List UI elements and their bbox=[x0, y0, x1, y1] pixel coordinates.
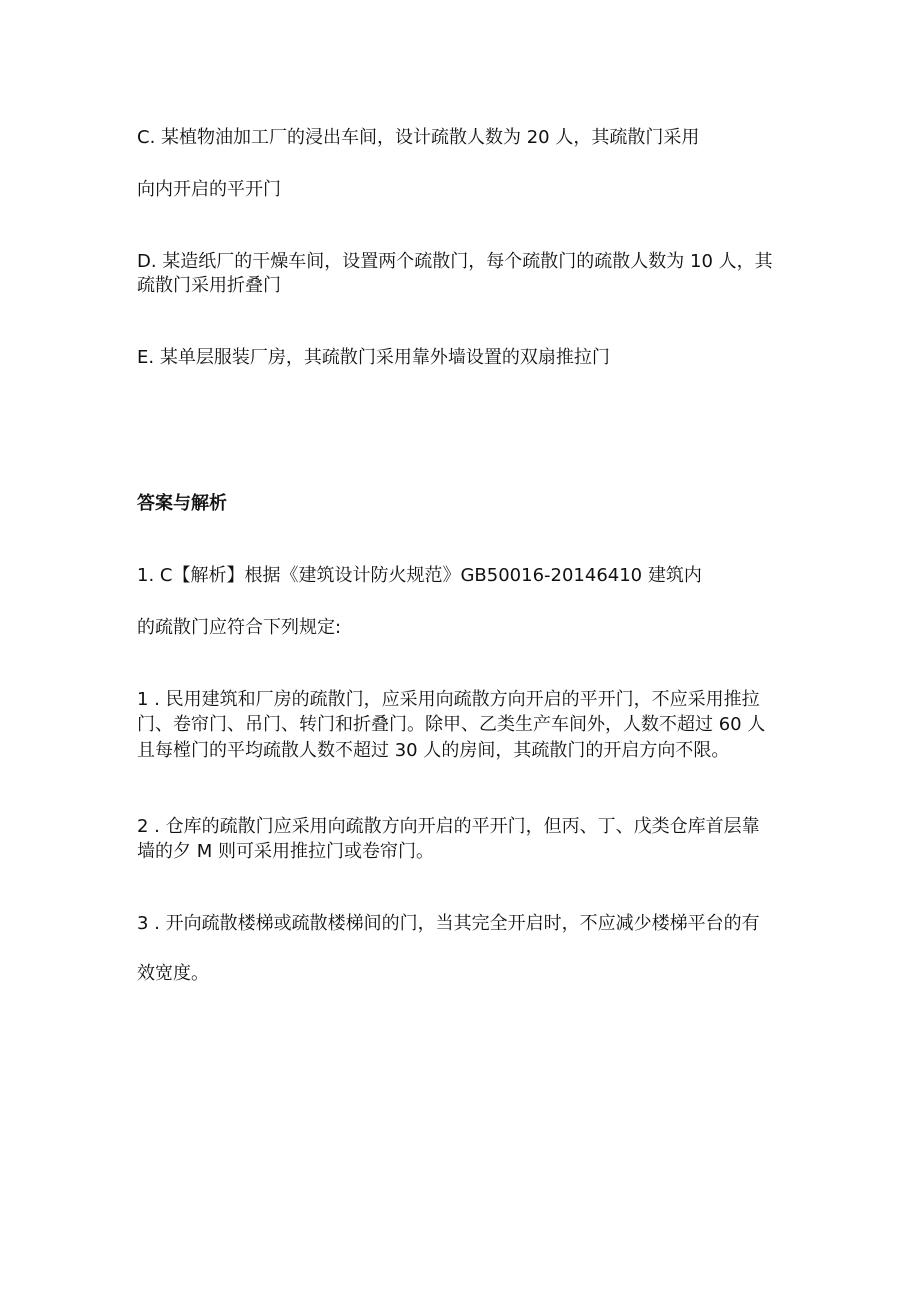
rule-2-line-2: 墙的夕 M 则可采用推拉门或卷帘门。 bbox=[137, 841, 434, 862]
option-e-line-1: E. 某单层服装厂房，其疏散门采用靠外墙设置的双扇推拉门 bbox=[137, 347, 610, 368]
rule-2-line-1: 2 . 仓库的疏散门应采用向疏散方向开启的平开门，但丙、丁、戊类仓库首层靠 bbox=[137, 816, 760, 837]
option-c-line-1: C. 某植物油加工厂的浸出车间，设计疏散人数为 20 人，其疏散门采用 bbox=[137, 127, 700, 148]
answer-intro-line-1: 1. C【解析】根据《建筑设计防火规范》GB50016-20146410 建筑内 bbox=[137, 565, 702, 586]
rule-3-line-1: 3 . 开向疏散楼梯或疏散楼梯间的门，当其完全开启时，不应减少楼梯平台的有 bbox=[137, 913, 760, 934]
option-c-line-2: 向内开启的平开门 bbox=[137, 179, 281, 200]
rule-1-line-3: 且每樘门的平均疏散人数不超过 30 人的房间，其疏散门的开启方向不限。 bbox=[137, 740, 730, 761]
rule-1-line-2: 门、卷帘门、吊门、转门和折叠门。除甲、乙类生产车间外，人数不超过 60 人 bbox=[137, 714, 766, 735]
rule-3-line-2: 效宽度。 bbox=[137, 963, 209, 984]
option-d-line-2: 疏散门采用折叠门 bbox=[137, 275, 281, 296]
rule-1-line-1: 1 . 民用建筑和厂房的疏散门，应采用向疏散方向开启的平开门，不应采用推拉 bbox=[137, 689, 760, 710]
answer-heading: 答案与解析 bbox=[137, 493, 227, 514]
answer-intro-line-2: 的疏散门应符合下列规定: bbox=[137, 617, 342, 638]
option-d-line-1: D. 某造纸厂的干燥车间，设置两个疏散门，每个疏散门的疏散人数为 10 人，其 bbox=[137, 251, 773, 272]
